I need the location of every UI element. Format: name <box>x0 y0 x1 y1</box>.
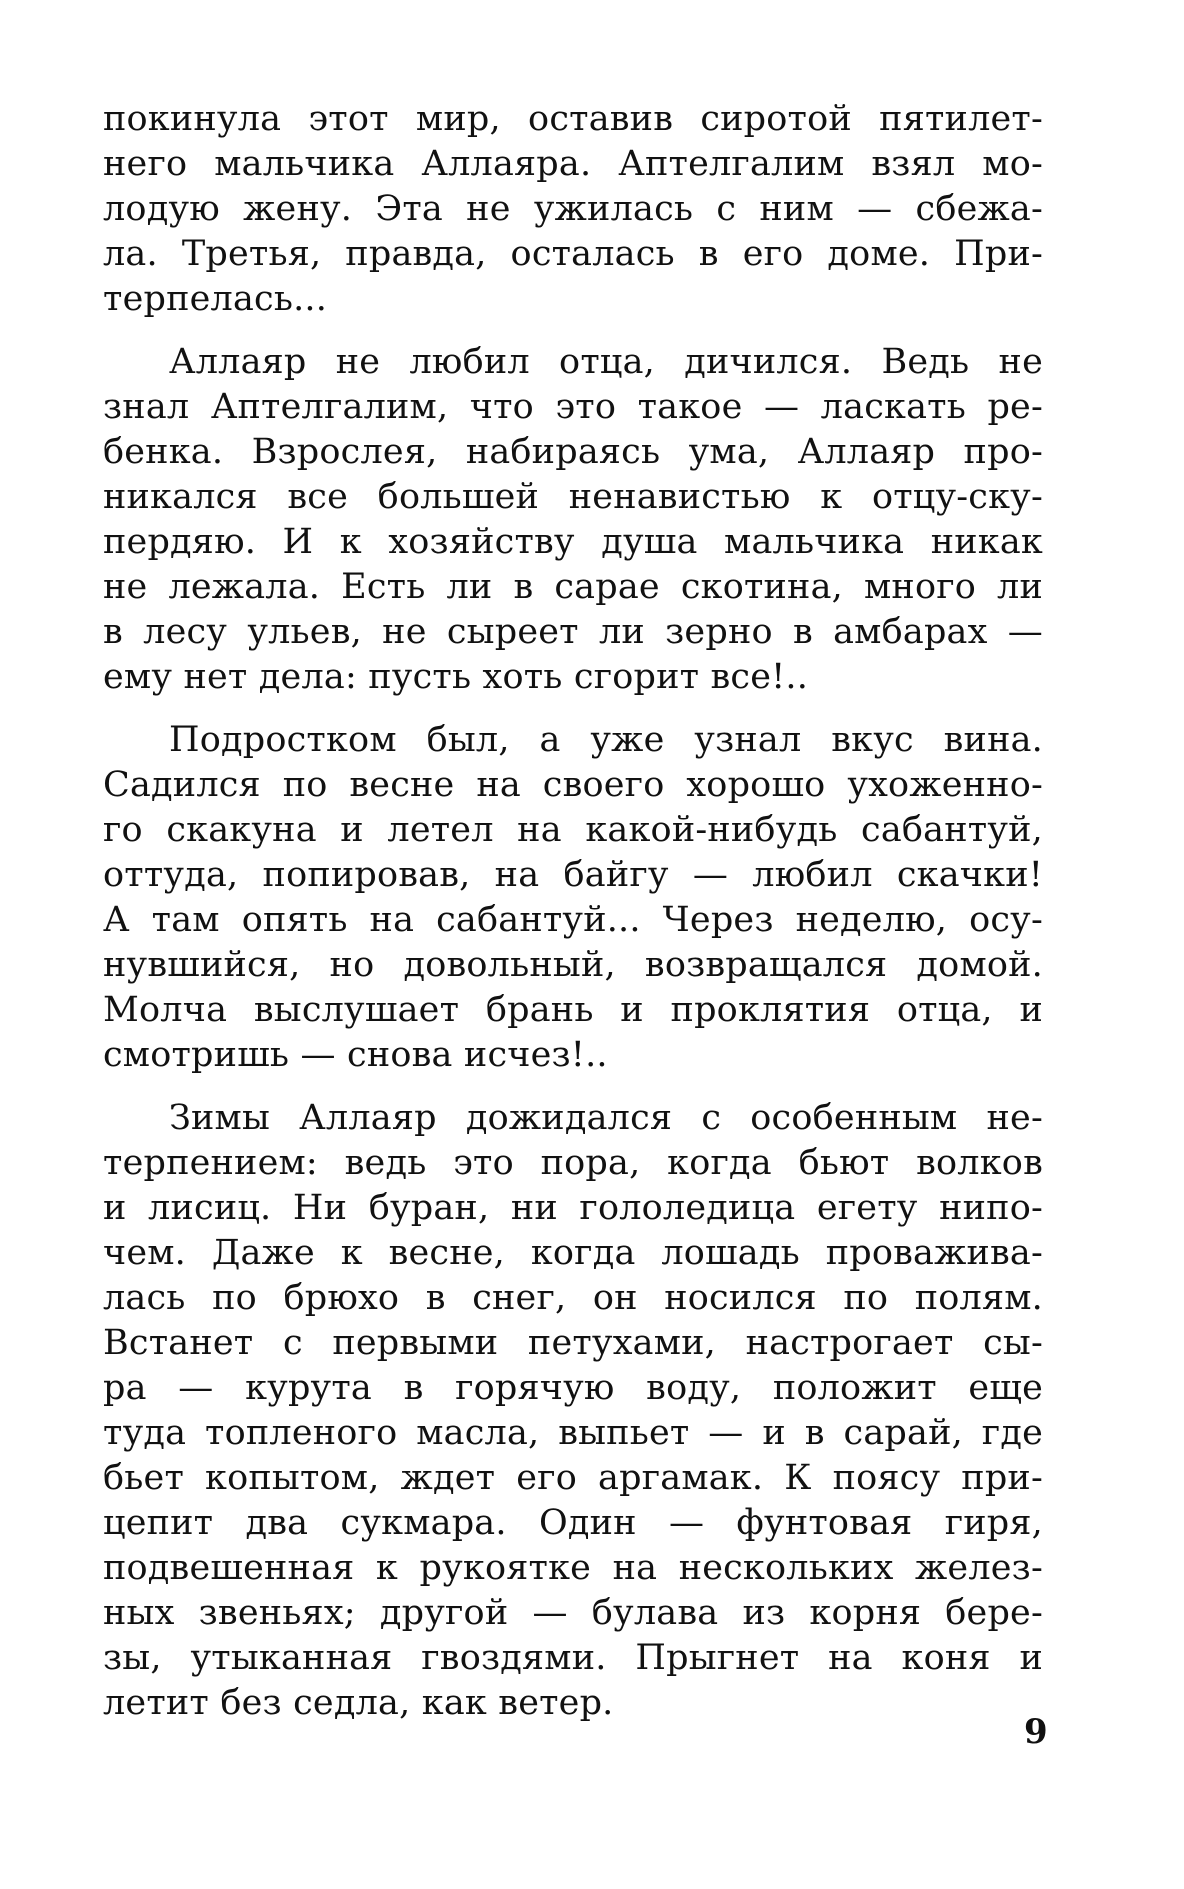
text-line: Молча выслушает брань и проклятия отца, и <box>103 990 1043 1030</box>
text-line: бенка. Взрослея, набираясь ума, Аллаяр про- <box>103 432 1043 472</box>
paragraph-gap <box>103 700 1043 718</box>
text-line: Аллаяр не любил отца, дичился. Ведь не <box>169 342 1043 382</box>
text-line: не лежала. Есть ли в сарае скотина, много ли <box>103 567 1043 607</box>
text-line: пердяю. И к хозяйству душа мальчика никак <box>103 522 1043 562</box>
text-line: А там опять на сабантуй... Через неделю, осу- <box>103 900 1043 940</box>
text-line: ра — курута в горячую воду, положит еще <box>103 1368 1043 1408</box>
text-line: летит без седла, как ветер. <box>103 1683 614 1723</box>
text-line: ных звеньях; другой — булава из корня бере- <box>103 1593 1043 1633</box>
text-line: Встанет с первыми петухами, настрогает сы- <box>103 1323 1043 1363</box>
text-line: туда топленого масла, выпьет — и в сарай, где <box>103 1413 1043 1453</box>
paragraph-gap <box>103 322 1043 340</box>
text-line: Садился по весне на своего хорошо ухоженно- <box>103 765 1043 805</box>
paragraph-gap <box>103 1078 1043 1096</box>
text-line: никался все большей ненавистью к отцу-ску- <box>103 477 1043 517</box>
text-line: цепит два сукмара. Один — фунтовая гиря, <box>103 1503 1043 1543</box>
text-line: нувшийся, но довольный, возвращался домой. <box>103 945 1043 985</box>
text-line: Подростком был, а уже узнал вкус вина. <box>169 720 1043 760</box>
text-line: в лесу ульев, не сыреет ли зерно в амбарах — <box>103 612 1043 652</box>
text-line: покинула этот мир, оставив сиротой пятилет- <box>103 99 1043 139</box>
text-line: оттуда, попировав, на байгу — любил скачки! <box>103 855 1043 895</box>
text-line: него мальчика Аллаяра. Аптелгалим взял мо- <box>103 144 1043 184</box>
text-line: лась по брюхо в снег, он носился по полям. <box>103 1278 1043 1318</box>
page-number: 9 <box>1024 1712 1048 1752</box>
text-line: и лисиц. Ни буран, ни гололедица егету нипо- <box>103 1188 1043 1228</box>
text-line: чем. Даже к весне, когда лошадь проважива- <box>103 1233 1043 1273</box>
text-line: знал Аптелгалим, что это такое — ласкать ре- <box>103 387 1043 427</box>
paragraph-1 <box>103 97 1043 322</box>
text-line: ла. Третья, правда, осталась в его доме. При- <box>103 234 1043 274</box>
paragraph-2 <box>103 340 1043 700</box>
text-body <box>103 97 1043 1726</box>
text-line: ему нет дела: пусть хоть сгорит все!.. <box>103 657 809 697</box>
text-line: бьет копытом, ждет его аргамак. К поясу при- <box>103 1458 1043 1498</box>
text-line: зы, утыканная гвоздями. Прыгнет на коня и <box>103 1638 1043 1678</box>
text-line: смотришь — снова исчез!.. <box>103 1035 608 1075</box>
paragraph-4 <box>103 1096 1043 1726</box>
text-line: го скакуна и летел на какой-нибудь сабантуй, <box>103 810 1043 850</box>
text-line: Зимы Аллаяр дожидался с особенным не- <box>169 1098 1043 1138</box>
paragraph-3 <box>103 718 1043 1078</box>
text-line: подвешенная к рукоятке на нескольких желез- <box>103 1548 1043 1588</box>
text-line: лодую жену. Эта не ужилась с ним — сбежа- <box>103 189 1043 229</box>
text-line: терпением: ведь это пора, когда бьют волков <box>103 1143 1043 1183</box>
text-line: терпелась... <box>103 279 328 319</box>
